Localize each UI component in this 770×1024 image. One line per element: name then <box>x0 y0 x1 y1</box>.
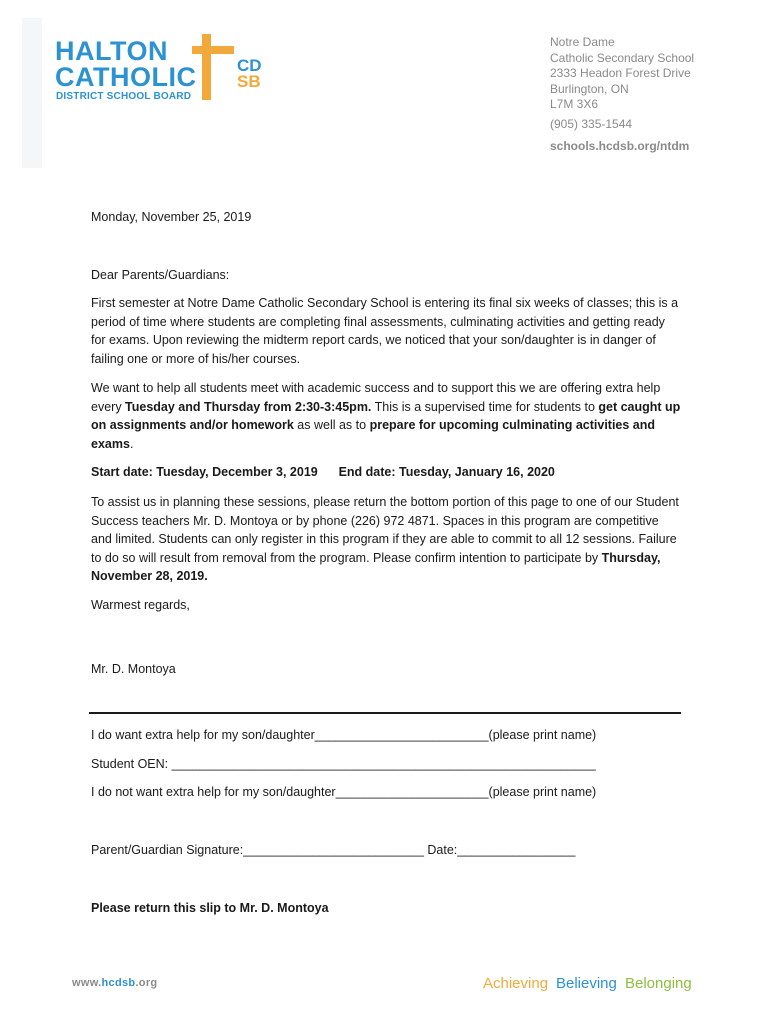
logo-text-catholic: CATHOLIC <box>55 62 197 92</box>
letter-signer: Mr. D. Montoya <box>91 662 176 676</box>
paragraph-instructions <box>91 493 681 586</box>
offer-schedule: Tuesday and Thursday from 2:30-3:45pm. <box>125 399 372 414</box>
start-label: Start date <box>91 465 149 479</box>
offer-text-g: . <box>129 436 134 451</box>
footer-url[interactable] <box>72 977 157 989</box>
offer-purpose-1: get caught up on assignments and/or homework <box>91 399 681 432</box>
program-dates <box>91 463 681 482</box>
end-date: End date: Tuesday, January 16, 2020 <box>338 465 555 479</box>
logo-text-halton: HALTON <box>55 36 168 66</box>
school-name-2: Catholic Secondary School <box>550 50 695 65</box>
footer-url-brand: hcdsb <box>101 977 136 989</box>
cross-icon <box>202 34 211 100</box>
letter-greeting: Dear Parents/Guardians: <box>91 268 230 282</box>
slip-signature-date[interactable]: Parent/Guardian Signature:__________________________ Date:_________________ <box>91 843 576 857</box>
school-address <box>550 35 694 155</box>
tagline-achieving: Achieving <box>483 975 549 992</box>
cut-line <box>89 712 681 714</box>
slip-student-oen[interactable]: Student OEN: _____________________________________________________________ <box>91 757 596 771</box>
slip-want-help[interactable]: I do want extra help for my son/daughter_________________________(please print name) <box>91 728 597 742</box>
instructions-text: To assist us in planning these sessions, please return the bottom portion of this page to one of our Student Success teachers Mr. D. Montoya or by phone (226) 972 4871. Spaces in this program are competitive and limited. Students can only register in this program if they are able to commit to all 12 sessions. Failure to do so will result from removal from the program. Please confirm intention to participate by <box>91 495 679 565</box>
school-city: Burlington, ON <box>550 81 629 96</box>
footer-url-suffix: .org <box>135 977 158 989</box>
offer-text-e: as well as to <box>293 418 370 432</box>
letter-date: Monday, November 25, 2019 <box>91 210 252 224</box>
school-name-1: Notre Dame <box>550 35 615 49</box>
school-phone: (905) 335-1544 <box>550 116 633 131</box>
logo-text-board: DISTRICT SCHOOL BOARD <box>56 91 192 102</box>
tagline-belonging: Belonging <box>625 975 692 992</box>
offer-text-a: We want to help all students meet with academic success and to support this we are offering extra help every <box>91 381 661 414</box>
paragraph-offer <box>91 379 681 453</box>
hcdsb-logo <box>55 34 270 104</box>
offer-purpose-2: prepare for upcoming culminating activities and exams <box>91 418 656 451</box>
offer-text-c: This is a supervised time for students to <box>371 399 599 414</box>
start-value: : Tuesday, December 3, 2019 <box>148 465 318 479</box>
confirm-deadline: Thursday, November 28, 2019. <box>91 550 661 583</box>
cross-icon-bar <box>192 46 234 54</box>
tagline-believing: Believing <box>556 975 617 992</box>
school-url[interactable]: schools.hcdsb.org/ntdm <box>550 139 690 153</box>
scan-margin-shadow <box>22 18 42 168</box>
logo-abbr-sb: SB <box>237 72 261 91</box>
paragraph-intro: First semester at Notre Dame Catholic Secondary School is entering its final six weeks of classes; this is a period of time where students are completing final assessments, culminating activities and getting ready for exams. Upon reviewing the midterm report cards, we noticed that your son/daughter is in danger of failing one or more of his/her courses. <box>91 296 679 366</box>
school-street: 2333 Headon Forest Drive <box>550 66 691 80</box>
footer-url-prefix: www. <box>72 977 102 989</box>
logo-abbr-cd: CD <box>237 56 262 75</box>
logo-abbr <box>237 58 262 90</box>
slip-no-help[interactable]: I do not want extra help for my son/daughter______________________(please print name) <box>91 785 597 799</box>
school-postal: L7M 3X6 <box>550 97 599 111</box>
slip-return-note: Please return this slip to Mr. D. Montoya <box>91 901 329 915</box>
letter-closing: Warmest regards, <box>91 598 190 612</box>
